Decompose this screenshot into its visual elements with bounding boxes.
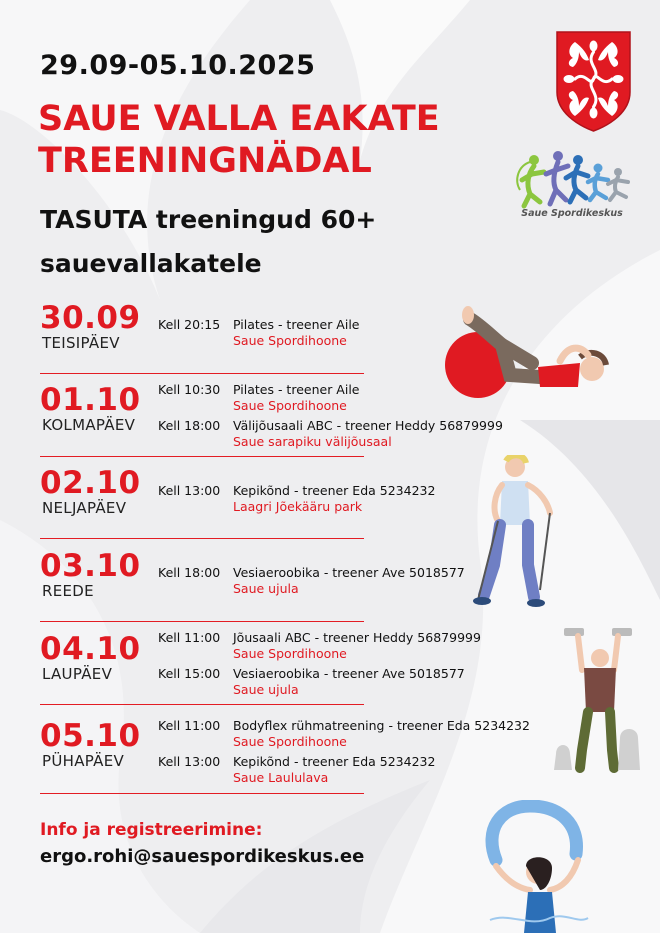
weightlifting-illustration (548, 622, 648, 774)
day-block-wednesday (40, 382, 503, 457)
subtitle-line-1: TASUTA treeningud 60+ (40, 205, 377, 234)
session-time: Kell 13:00 (158, 483, 221, 498)
nordic-walking-illustration (470, 455, 570, 610)
page-subtitle (40, 198, 376, 286)
session-activity: Välijõusaali ABC - treener Heddy 56879999 (233, 418, 503, 433)
session-activity: Pilates - treener Aile (233, 382, 360, 397)
day-block-sunday (40, 718, 530, 794)
day-divider (40, 704, 364, 705)
session-place: Saue Spordihoone (233, 646, 347, 661)
title-line-1: SAUE VALLA EAKATE (38, 99, 440, 139)
session-activity: Jõusaali ABC - treener Heddy 56879999 (233, 630, 481, 645)
day-divider (40, 793, 364, 794)
day-divider (40, 621, 364, 622)
day-divider (40, 456, 364, 457)
session-time: Kell 18:00 (158, 418, 221, 433)
session-place: Saue ujula (233, 682, 299, 697)
session-activity: Kepikõnd - treener Eda 5234232 (233, 754, 436, 769)
day-date: 01.10 (40, 382, 141, 418)
day-divider (40, 373, 364, 374)
session-place: Saue Spordihoone (233, 333, 347, 348)
contact-email[interactable]: ergo.rohi@sauespordikeskus.ee (40, 846, 365, 867)
day-date: 04.10 (40, 631, 141, 667)
day-block-saturday (40, 630, 481, 705)
day-block-thursday (40, 465, 436, 539)
day-date: 30.09 (40, 300, 141, 336)
saue-spordikeskus-logo (500, 150, 645, 222)
session-activity: Bodyflex rühmatreening - treener Eda 5234232 (233, 718, 530, 733)
session-place: Saue Spordihoone (233, 734, 347, 749)
session-time: Kell 20:15 (158, 317, 221, 332)
aqua-aerobics-illustration (480, 800, 590, 933)
session-place: Saue sarapiku välijõusaal (233, 434, 392, 449)
date-range: 29.09-05.10.2025 (40, 50, 316, 81)
session-activity: Vesiaeroobika - treener Ave 5018577 (233, 565, 465, 580)
day-block-friday (40, 548, 465, 622)
day-date: 02.10 (40, 465, 141, 501)
session-activity: Kepikõnd - treener Eda 5234232 (233, 483, 436, 498)
subtitle-line-2: sauevallakatele (40, 249, 262, 278)
session-place: Laagri Jõekääru park (233, 499, 363, 514)
page-title (38, 98, 440, 182)
session-time: Kell 11:00 (158, 630, 221, 645)
session-place: Saue ujula (233, 581, 299, 596)
club-logo-text: Saue Spordikeskus (521, 208, 623, 219)
session-time: Kell 18:00 (158, 565, 221, 580)
running-figures-icon (517, 151, 628, 206)
day-block-tuesday (40, 300, 364, 374)
day-weekday: REEDE (42, 582, 94, 600)
session-time: Kell 15:00 (158, 666, 221, 681)
pilates-ball-illustration (440, 305, 620, 400)
session-time: Kell 13:00 (158, 754, 221, 769)
day-weekday: KOLMAPÄEV (42, 416, 136, 434)
day-date: 03.10 (40, 548, 141, 584)
session-place: Saue Laululava (233, 770, 329, 785)
session-activity: Pilates - treener Aile (233, 317, 360, 332)
day-weekday: TEISIPÄEV (42, 334, 120, 352)
info-label: Info ja registreerimine: (40, 820, 263, 840)
day-date: 05.10 (40, 718, 141, 754)
session-time: Kell 11:00 (158, 718, 221, 733)
title-line-2: TREENINGNÄDAL (38, 141, 372, 181)
day-weekday: LAUPÄEV (42, 665, 113, 683)
session-place: Saue Spordihoone (233, 398, 347, 413)
day-weekday: NELJAPÄEV (42, 499, 127, 517)
day-divider (40, 538, 364, 539)
saue-coat-of-arms-icon (555, 30, 632, 133)
session-activity: Vesiaeroobika - treener Ave 5018577 (233, 666, 465, 681)
day-weekday: PÜHAPÄEV (42, 752, 125, 770)
session-time: Kell 10:30 (158, 382, 221, 397)
